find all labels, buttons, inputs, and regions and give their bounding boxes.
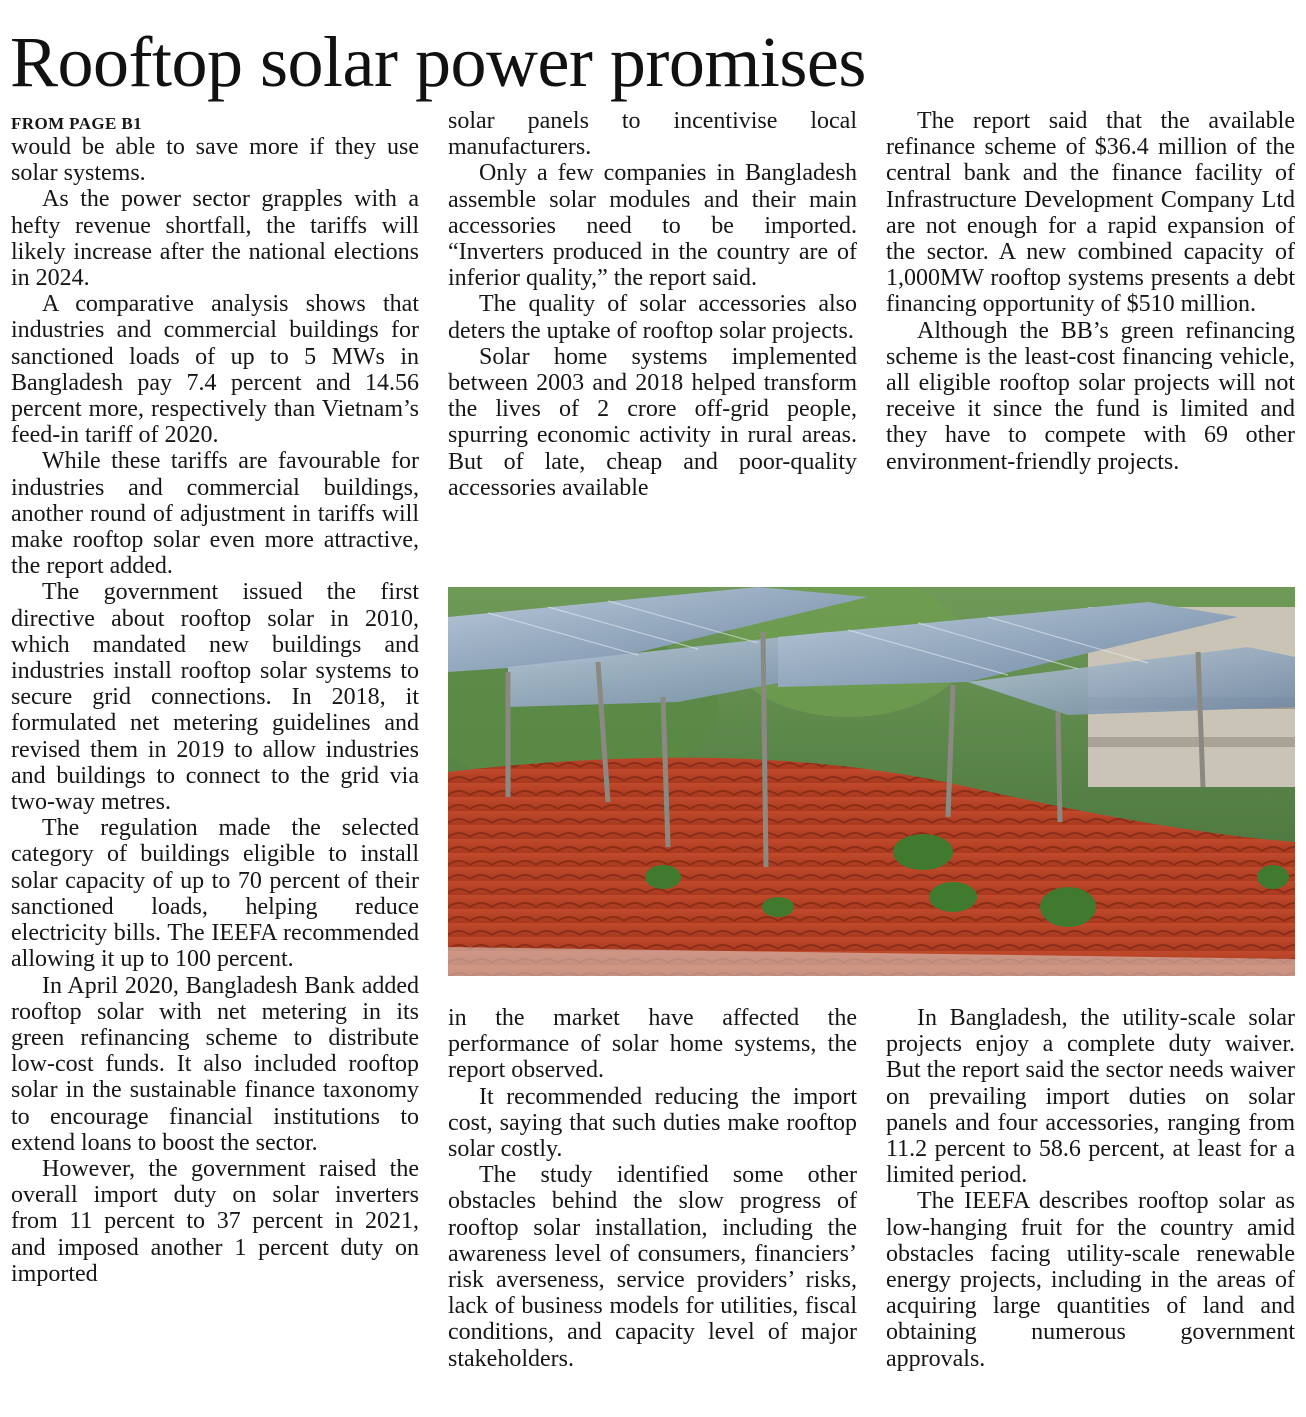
article-column-2-bottom <box>448 1005 857 1372</box>
paragraph: In April 2020, Bangladesh Bank added rooftop solar with net metering in its green refinancing scheme to distribute low-cost funds. It also included rooftop solar in the sustainable finance taxonomy to encourage financial institutions to extend loans to boost the sector. <box>11 972 419 1156</box>
paragraph: As the power sector grapples with a hefty revenue shortfall, the tariffs will likely increase after the national elections in 2024. <box>11 186 419 292</box>
article-column-1 <box>11 114 419 1287</box>
paragraph: Solar home systems implemented between 2003 and 2018 helped transform the lives of 2 crore off-grid people, spurring economic activity in rural areas. But of late, cheap and poor-quality accessories available <box>448 343 857 501</box>
paragraph: The quality of solar accessories also deters the uptake of rooftop solar projects. <box>448 291 857 344</box>
solar-panels-photo <box>448 587 1295 976</box>
paragraph: While these tariffs are favourable for industries and commercial buildings, another round of adjustment in tariffs will make rooftop solar even more attractive, the report added. <box>11 448 419 580</box>
paragraph: However, the government raised the overall import duty on solar inverters from 11 percent to 37 percent in 2021, and imposed another 1 percent duty on imported <box>11 1155 419 1287</box>
article-column-3-top <box>886 108 1295 475</box>
paragraph: The study identified some other obstacles behind the slow progress of rooftop solar installation, including the awareness level of consumers, financiers’ risk averseness, service providers’ risks, lack of business models for utilities, fiscal conditions, and capacity level of major stakeholders. <box>448 1162 857 1372</box>
paragraph: In Bangladesh, the utility-scale solar projects enjoy a complete duty waiver. But the report said the sector needs waiver on prevailing import duties on solar panels and four accessories, ranging from 11.2 percent to 58.6 percent, at least for a limited period. <box>886 1005 1295 1189</box>
paragraph: The regulation made the selected category of buildings eligible to install solar capacity of up to 70 percent of their sanctioned loads, helping reduce electricity bills. The IEEFA recommended allowing it up to 100 percent. <box>11 815 419 973</box>
paragraph: It recommended reducing the import cost, saying that such duties make rooftop solar costly. <box>448 1083 857 1163</box>
article-column-2-top <box>448 108 857 501</box>
kicker-from-page: FROM PAGE B1 <box>11 114 143 133</box>
headline: Rooftop solar power promises <box>10 22 866 102</box>
solar-panels-on-roof-icon <box>448 587 1295 976</box>
paragraph: The IEEFA describes rooftop solar as low-hanging fruit for the country amid obstacles facing utility-scale renewable energy projects, including in the areas of acquiring large quantities of land and obtaining numerous government approvals. <box>886 1188 1295 1372</box>
paragraph: in the market have affected the performance of solar home systems, the report observed. <box>448 1005 857 1084</box>
paragraph: The government issued the first directive about rooftop solar in 2010, which mandated new buildings and industries install rooftop solar systems to secure grid connections. In 2018, it formulated net metering guidelines and revised them in 2019 to allow industries and buildings to connect to the grid via two-way metres. <box>11 579 419 816</box>
article-column-3-bottom <box>886 1005 1295 1372</box>
paragraph: would be able to save more if they use solar systems. <box>11 134 419 187</box>
paragraph: Although the BB’s green refinancing scheme is the least-cost financing vehicle, all eligible rooftop solar projects will not receive it since the fund is limited and they have to compete with 69 other environment-friendly projects. <box>886 317 1295 475</box>
paragraph: Only a few companies in Bangladesh assemble solar modules and their main accessories need to be imported. “Inverters produced in the country are of inferior quality,” the report said. <box>448 160 857 292</box>
paragraph: A comparative analysis shows that industries and commercial buildings for sanctioned loads of up to 5 MWs in Bangladesh pay 7.4 percent and 14.56 percent more, respectively than Vietnam’s feed-in tariff of 2020. <box>11 291 419 449</box>
paragraph: The report said that the available refinance scheme of $36.4 million of the central bank and the finance facility of Infrastructure Development Company Ltd are not enough for a rapid expansion of the sector. A new combined capacity of 1,000MW rooftop systems presents a debt financing opportunity of $510 million. <box>886 108 1295 318</box>
paragraph: solar panels to incentivise local manufacturers. <box>448 108 857 161</box>
